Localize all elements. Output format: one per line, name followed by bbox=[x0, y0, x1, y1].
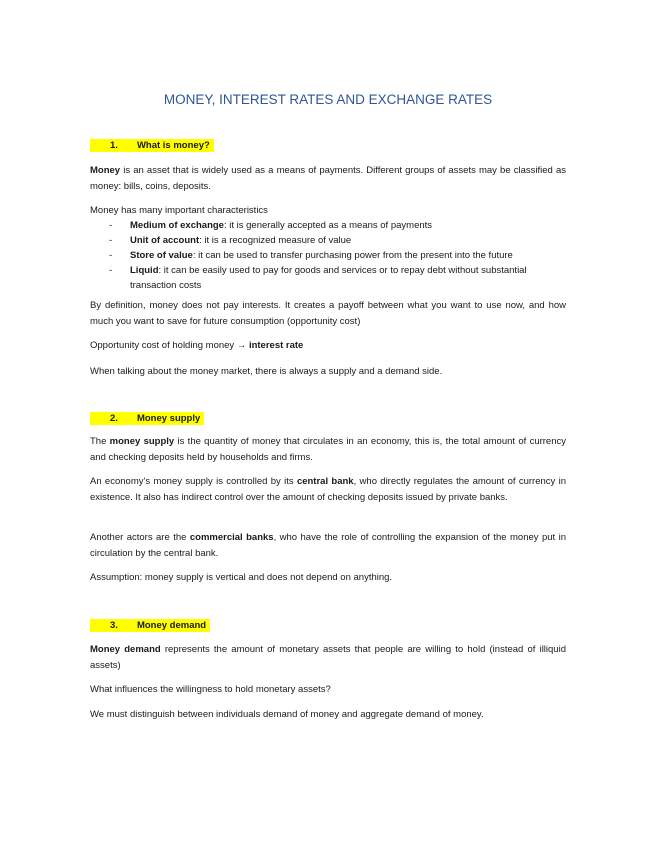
paragraph-text: An economy’s money supply is controlled by its bbox=[90, 476, 297, 487]
paragraph: By definition, money does not pay interests. It creates a payoff between what you want to use now, and how much you want to save for future consumption (opportunity cost) bbox=[90, 300, 566, 327]
list-item: - Unit of account: it is a recognized measure of value bbox=[109, 235, 352, 246]
characteristics-list bbox=[90, 218, 566, 293]
section-title: Money demand bbox=[136, 620, 207, 631]
section-number: 2. bbox=[110, 413, 118, 424]
paragraph-text: The bbox=[90, 436, 110, 447]
paragraph bbox=[90, 163, 566, 195]
paragraph: When talking about the money market, there is always a supply and a demand side. bbox=[90, 366, 443, 377]
paragraph: What influences the willingness to hold monetary assets? bbox=[90, 684, 331, 695]
list-item: - Liquid: it can be easily used to pay for goods and services or to repay debt without substantial transaction costs bbox=[109, 265, 527, 291]
bold-term: interest rate bbox=[248, 340, 304, 351]
section-title: What is money? bbox=[136, 140, 210, 151]
bold-term: Medium of exchange bbox=[130, 220, 224, 231]
document-title: MONEY, INTEREST RATES AND EXCHANGE RATES bbox=[163, 92, 493, 107]
paragraph-text: is the quantity of money that circulates in an economy, this is, the total amount of currency and checking deposits held by households and firms. bbox=[90, 436, 567, 463]
section-number: 1. bbox=[110, 140, 118, 151]
paragraph-text: is an asset that is widely used as a means of payments. Different groups of assets may be classified as money: bills, coins, deposits. bbox=[90, 165, 566, 192]
list-item-text: : it is generally accepted as a means of payments bbox=[223, 220, 433, 231]
paragraph: Assumption: money supply is vertical and does not depend on anything. bbox=[90, 572, 393, 583]
list-item: - Store of value: it can be used to transfer purchasing power from the present into the future bbox=[109, 250, 513, 261]
paragraph-text: Another actors are the bbox=[90, 532, 190, 543]
section-title: Money supply bbox=[136, 413, 201, 424]
paragraph: We must distinguish between individuals demand of money and aggregate demand of money. bbox=[90, 709, 484, 720]
list-item-text: : it is a recognized measure of value bbox=[199, 235, 352, 246]
bold-term: money supply bbox=[109, 436, 175, 447]
paragraph bbox=[90, 434, 566, 466]
list-item-text: : it can be easily used to pay for goods and services or to repay debt without substantial transaction costs bbox=[130, 265, 527, 291]
bold-term: central bank bbox=[296, 476, 354, 487]
bold-term: commercial banks bbox=[189, 532, 274, 543]
section-heading-1 bbox=[90, 140, 214, 151]
paragraph-text: , who have the role of controlling the expansion of the money put in circulation by the central bank. bbox=[90, 532, 567, 559]
list-item: - Medium of exchange: it is generally accepted as a means of payments bbox=[109, 220, 433, 231]
list-item-text: : it can be used to transfer purchasing power from the present into the future bbox=[192, 250, 513, 261]
paragraph bbox=[90, 530, 566, 562]
section-number: 3. bbox=[110, 620, 118, 631]
bold-term: Unit of account bbox=[130, 235, 200, 246]
paragraph bbox=[90, 338, 566, 354]
paragraph-text: Opportunity cost of holding money → bbox=[90, 340, 249, 351]
bold-term: Liquid bbox=[130, 265, 159, 276]
bold-term: Store of value bbox=[130, 250, 193, 261]
paragraph: Money has many important characteristics bbox=[90, 205, 268, 216]
bold-term: Money bbox=[90, 165, 121, 176]
paragraph-text: represents the amount of monetary assets that people are willing to hold (instead of illiquid assets) bbox=[90, 644, 566, 671]
paragraph-text: , who directly regulates the amount of currency in existence. It also has indirect control over the amount of checking deposits issued by private banks. bbox=[90, 476, 566, 503]
bold-term: Money demand bbox=[90, 644, 161, 655]
section-heading-3 bbox=[90, 620, 210, 631]
paragraph bbox=[90, 474, 566, 506]
section-heading-2 bbox=[90, 413, 204, 424]
paragraph bbox=[90, 642, 566, 674]
